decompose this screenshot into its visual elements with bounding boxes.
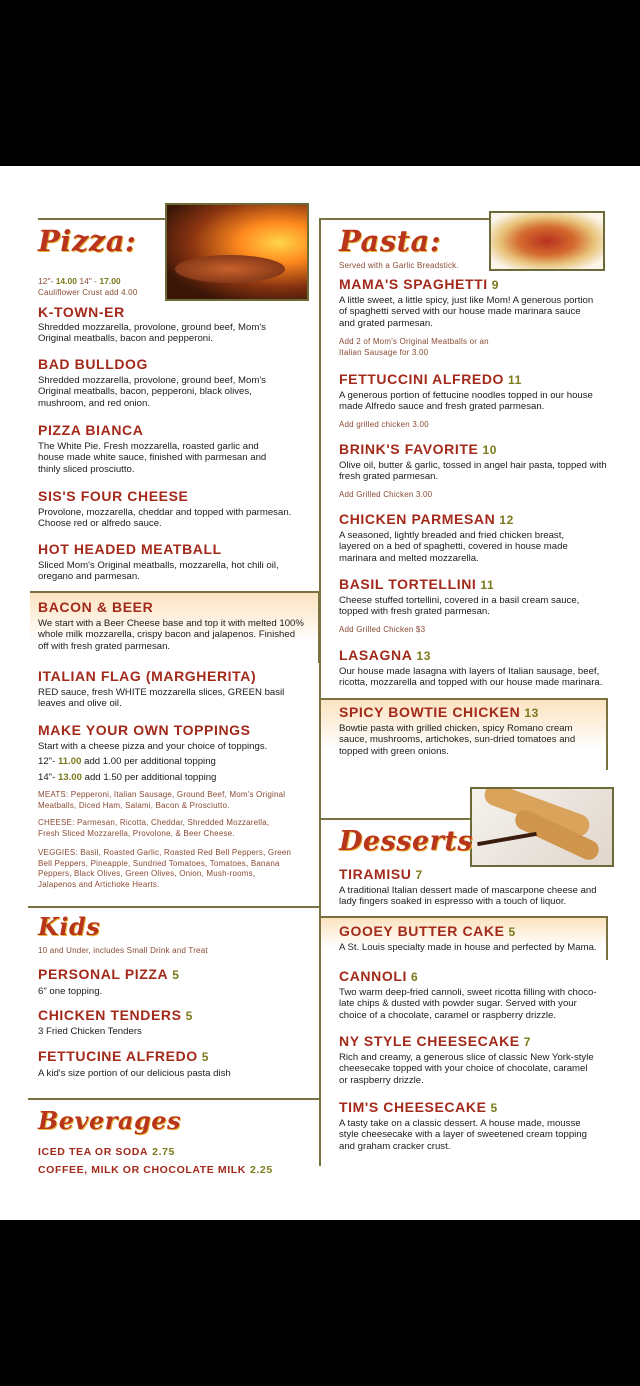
kids-section-title: Kids	[38, 912, 101, 941]
dessert-item-desc: A traditional Italian dessert made of mascarpone cheese and lady fingers soaked in espresso with a touch of liquor.	[339, 885, 597, 908]
pasta-item-name: SPICY BOWTIE CHICKEN	[339, 704, 521, 720]
dessert-item	[339, 923, 516, 939]
kids-item	[38, 1007, 193, 1023]
dessert-item-price: 5	[490, 1101, 498, 1115]
beverage-item	[38, 1146, 175, 1158]
beverages-section-title: Beverages	[38, 1106, 182, 1135]
pasta-item-price: 13	[524, 706, 539, 720]
pizza-item-name: K-TOWN-ER	[38, 304, 125, 320]
dessert-item	[339, 866, 423, 882]
beverage-name: COFFEE, MILK OR CHOCOLATE MILK	[38, 1164, 246, 1176]
kids-note: 10 and Under, includes Small Drink and Treat	[38, 946, 208, 955]
pasta-section-title: Pasta:	[339, 224, 442, 258]
pasta-item-desc: A little sweet, a little spicy, just like Mom! A generous portion of spaghetti served with our house made marinara sauce and grated parmesan.	[339, 295, 594, 329]
dessert-item-desc: A tasty take on a classic dessert. A house made, mousse style cheesecake with a layer of sweetened cream topping and graham cracker crust.	[339, 1118, 587, 1152]
kids-item-name: CHICKEN TENDERS	[38, 1007, 182, 1023]
myo-12-price: 11.00	[57, 756, 82, 767]
pizza-item-desc: Shredded mozzarella, provolone, ground beef, Mom's Original meatballs, bacon and pepperoni.	[38, 322, 266, 345]
myo-14-text: add 1.50 per additional topping	[84, 772, 217, 783]
myo-12-text: add 1.00 per additional topping	[84, 756, 216, 767]
dessert-item-name: TIRAMISU	[339, 866, 412, 882]
pasta-item	[339, 704, 539, 720]
pasta-item	[339, 276, 499, 292]
pasta-item-price: 13	[416, 649, 431, 663]
pizza-item-desc: Shredded mozzarella, provolone, ground beef, Mom's Original meatballs, bacon, pepperoni, black olives, mushroom, and red onion.	[38, 375, 266, 409]
myo-14-line	[38, 772, 216, 783]
pizza-item-desc: Sliced Mom's Original meatballs, mozzarella, hot chili oil, oregano and parmesan.	[38, 560, 279, 583]
pasta-item	[339, 441, 497, 457]
desserts-top-rule	[321, 818, 471, 820]
cannoli-photo	[470, 787, 614, 867]
topping-cheese: CHEESE: Parmesan, Ricotta, Cheddar, Shredded Mozzarella, Fresh Sliced Mozzarella, Provolone, & Beer Cheese.	[38, 818, 270, 838]
pasta-item	[339, 647, 431, 663]
pizza-sizes	[38, 276, 121, 286]
pizza-item-name: PIZZA BIANCA	[38, 422, 144, 438]
pasta-item-name: BASIL TORTELLINI	[339, 576, 477, 592]
pasta-item-name: CHICKEN PARMESAN	[339, 511, 496, 527]
pizza-item-name: HOT HEADED MEATBALL	[38, 541, 222, 557]
pizza-item-name: BAD BULLDOG	[38, 356, 149, 372]
pasta-item-desc: A generous portion of fettucine noodles topped in our house made Alfredo sauce and fresh grated parmesan.	[339, 390, 593, 413]
pizza-item-name: BACON & BEER	[38, 599, 154, 615]
kids-item-price: 5	[201, 1050, 210, 1064]
kids-item-desc: 6" one topping.	[38, 986, 103, 997]
kids-item-price: 5	[185, 1009, 193, 1023]
pasta-item-desc: Bowtie pasta with grilled chicken, spicy Romano cream sauce, mushrooms, artichokes, sun-dried tomatoes and topped with green onions.	[339, 723, 576, 757]
pasta-item-name: LASAGNA	[339, 647, 413, 663]
beverage-price: 2.25	[249, 1164, 273, 1176]
pasta-item-name: MAMA'S SPAGHETTI	[339, 276, 488, 292]
pasta-item-price: 10	[482, 443, 498, 457]
dessert-item-desc: Rich and creamy, a generous slice of classic New York-style cheesecake topped with your choice of chocolate, caramel or raspberry drizzle.	[339, 1052, 594, 1086]
desserts-section-title: Desserts	[339, 826, 474, 857]
dessert-item-price: 7	[523, 1035, 532, 1049]
pasta-item	[339, 511, 514, 527]
dessert-item-price: 6	[410, 970, 419, 984]
pasta-item-name: FETTUCCINI ALFREDO	[339, 371, 505, 387]
pizza-oven-photo	[165, 203, 309, 301]
pizza-item-desc: Start with a cheese pizza and your choice of toppings.	[38, 741, 268, 752]
pizza-item-desc: RED sauce, fresh WHITE mozzarella slices, GREEN basil leaves and olive oil.	[38, 687, 285, 710]
size-14-price: 17.00	[99, 276, 121, 286]
kids-item	[38, 1048, 209, 1064]
myo-14-price: 13.00	[57, 772, 82, 783]
pasta-note: Served with a Garlic Breadstick.	[339, 261, 459, 270]
size-12-price: 14.00	[55, 276, 77, 286]
pasta-item-addon: Add Grilled Chicken $3	[339, 625, 426, 634]
cauliflower-crust-note: Cauliflower Crust add 4.00	[38, 288, 138, 297]
pasta-item-name: BRINK'S FAVORITE	[339, 441, 479, 457]
pasta-item-price: 12	[499, 513, 514, 527]
pasta-item-desc: Our house made lasagna with layers of Italian sausage, beef, ricotta, mozzarella and topped with our house made marinara.	[339, 666, 603, 689]
topping-meats: MEATS: Pepperoni, Italian Sausage, Ground Beef, Mom's Original Meatballs, Diced Ham, Salami, Bacon & Prosciutto.	[38, 790, 286, 810]
pasta-item-desc: Olive oil, butter & garlic, tossed in angel hair pasta, topped with fresh grated parmesan.	[339, 460, 607, 483]
spaghetti-photo	[489, 211, 605, 271]
dessert-item	[339, 1033, 531, 1049]
pasta-item-addon: Add 2 of Mom's Original Meatballs or an Italian Sausage for 3.00	[339, 337, 489, 357]
kids-item-name: FETTUCINE ALFREDO	[38, 1048, 198, 1064]
dessert-item	[339, 968, 418, 984]
kids-item-desc: 3 Fried Chicken Tenders	[38, 1026, 142, 1037]
pasta-item	[339, 371, 522, 387]
kids-item	[38, 966, 180, 982]
topping-veggies: VEGGIES: Basil, Roasted Garlic, Roasted Red Bell Peppers, Green Bell Peppers, Pineapple, Sundried Tomatoes, Tomatoes, Banana Peppers, Black Olives, Green Olives, Onion, Mush-rooms, Jalapenos and Artichoke Hearts.	[38, 848, 292, 889]
pizza-item-desc: Provolone, mozzarella, cheddar and topped with parmesan. Choose red or alfredo sauce.	[38, 507, 292, 530]
dessert-item-name: GOOEY BUTTER CAKE	[339, 923, 505, 939]
pizza-top-rule	[38, 218, 166, 220]
pizza-item-name: SIS'S FOUR CHEESE	[38, 488, 189, 504]
pasta-top-rule	[321, 218, 489, 220]
center-divider	[319, 218, 321, 1166]
pizza-item-name: ITALIAN FLAG (MARGHERITA)	[38, 668, 257, 684]
pasta-item-price: 11	[480, 578, 495, 592]
beverage-item	[38, 1164, 273, 1176]
size-14-label: 14" -	[79, 276, 98, 286]
dessert-item-name: NY STYLE CHEESECAKE	[339, 1033, 520, 1049]
pasta-item	[339, 576, 494, 592]
kids-top-rule	[28, 906, 320, 908]
pasta-item-price: 11	[508, 373, 522, 387]
dessert-item	[339, 1099, 498, 1115]
dessert-item-desc: A St. Louis specialty made in house and perfected by Mama.	[339, 942, 597, 953]
beverages-top-rule	[28, 1098, 320, 1100]
kids-item-price: 5	[172, 968, 180, 982]
dessert-item-name: TIM'S CHEESECAKE	[339, 1099, 487, 1115]
pizza-section-title: Pizza:	[38, 224, 137, 258]
dessert-item-price: 5	[508, 925, 516, 939]
myo-14-size: 14"-	[38, 772, 56, 783]
dessert-item-desc: Two warm deep-fried cannoli, sweet ricotta filling with choco-late chips & dusted with powder sugar. Served with your choice of a chocolate, caramel or raspberry drizzle.	[339, 987, 597, 1021]
pasta-item-addon: Add Grilled Chicken 3.00	[339, 490, 433, 499]
beverage-price: 2.75	[152, 1146, 175, 1158]
pizza-item-name: MAKE YOUR OWN TOPPINGS	[38, 722, 251, 738]
pasta-item-desc: A seasoned, lightly breaded and fried chicken breast, layered on a bed of spaghetti, covered in house made marinara and melted mozzarella.	[339, 530, 568, 564]
kids-item-desc: A kid's size portion of our delicious pasta dish	[38, 1068, 231, 1079]
pizza-item-desc: The White Pie. Fresh mozzarella, roasted garlic and house made white sauce, finished with parmesan and thinly sliced prosciutto.	[38, 441, 267, 475]
menu-page	[0, 166, 640, 1220]
beverage-name: ICED TEA OR SODA	[38, 1146, 149, 1158]
dessert-item-name: CANNOLI	[339, 968, 407, 984]
size-12-label: 12"-	[38, 276, 54, 286]
pasta-item-addon: Add grilled chicken 3.00	[339, 420, 429, 429]
dessert-item-price: 7	[415, 868, 423, 882]
kids-item-name: PERSONAL PIZZA	[38, 966, 169, 982]
pizza-item-desc: We start with a Beer Cheese base and top it with melted 100% whole milk mozzarella, crispy bacon and jalapenos. Finished off with fresh grated parmesan.	[38, 618, 304, 652]
pasta-item-price: 9	[491, 278, 500, 292]
myo-12-line	[38, 756, 216, 767]
myo-12-size: 12"-	[38, 756, 56, 767]
pasta-item-desc: Cheese stuffed tortellini, covered in a basil cream sauce, topped with fresh grated parmesan.	[339, 595, 580, 618]
